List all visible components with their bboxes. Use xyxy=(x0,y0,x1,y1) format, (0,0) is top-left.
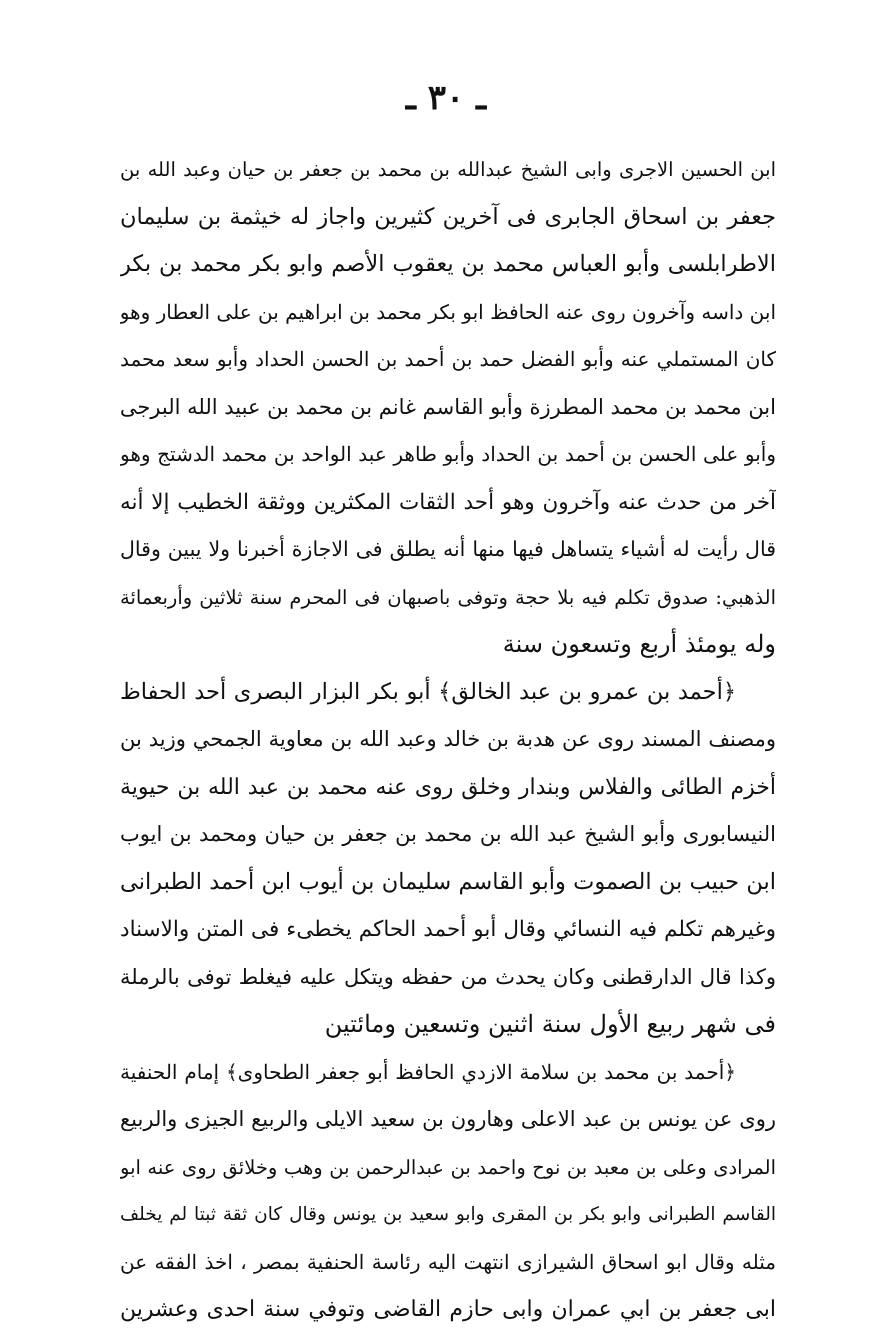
text-line: جعفر بن اسحاق الجابرى فى آخرين كثيرين واجاز له خيثمة بن سليمان xyxy=(120,203,776,230)
entry-heading-line: ﴿أحمد بن محمد بن سلامة الازدي الحافظ أبو جعفر الطحاوى﴾ إمام الحنفية xyxy=(120,1059,736,1084)
text-line: الذهبي: صدوق تكلم فيه بلا حجة وتوفى باصبهان فى المحرم سنة ثلاثين وأربعمائة xyxy=(120,585,776,609)
text-line: وكذا قال الدارقطنى وكان يحدث من حفظه ويتكل عليه فيغلط توفى بالرملة xyxy=(120,964,776,989)
page-text xyxy=(120,146,776,1334)
text-line: ابن حبيب بن الصموت وأبو القاسم سليمان بن أيوب ابن أحمد الطبرانى xyxy=(120,868,776,895)
text-line: آخر من حدث عنه وآخرون وهو أحد الثقات المكثرين ووثقة الخطيب إلا أنه xyxy=(120,489,776,515)
text-line: الاطرابلسى وأبو العباس محمد بن يعقوب الأصم وابو بكر محمد بن بكر xyxy=(120,251,776,277)
text-line: وله يومئذ أربع وتسعون سنة xyxy=(502,630,776,658)
entry-heading-line: ﴿أحمد بن عمرو بن عبد الخالق﴾ أبو بكر البزار البصرى أحد الحفاظ xyxy=(120,678,736,705)
text-line: النيسابورى وأبو الشيخ عبد الله بن محمد بن جعفر بن حيان ومحمد بن ايوب xyxy=(120,822,776,846)
text-line: ابن محمد بن محمد المطرزة وأبو القاسم غانم بن محمد بن عبيد الله البرجى xyxy=(120,394,776,419)
text-line: ابن داسه وآخرون روى عنه الحافظ ابو بكر محمد بن ابراهيم بن على العطار وهو xyxy=(120,299,776,324)
text-line: المرادى وعلى بن معبد بن نوح واحمد بن عبدالرحمن بن وهب وخلائق روى عنه ابو xyxy=(120,1155,776,1179)
text-line: قال رأيت له أشياء يتساهل فيها منها أنه يطلق فى الاجازة أخبرنا ولا يبين وقال xyxy=(120,537,776,561)
text-line: فى شهر ربيع الأول سنة اثنين وتسعين ومائتين xyxy=(324,1010,776,1038)
text-line: وغيرهم تكلم فيه النسائي وقال أبو أحمد الحاكم يخطىء فى المتن والاسناد xyxy=(120,917,776,942)
text-line: وأبو على الحسن بن أحمد بن الحداد وأبو طاهر عبد الواحد بن محمد الدشتج وهو xyxy=(120,442,776,466)
text-line: أخزم الطائى والفلاس وبندار وخلق روى عنه محمد بن عبد الله بن حيوية xyxy=(120,774,776,800)
text-line: كان المستملي عنه وأبو الفضل حمد بن أحمد بن الحسن الحداد وأبو سعد محمد xyxy=(120,347,776,371)
text-line: القاسم الطبرانى وابو بكر بن المقرى وابو سعيد بن يونس وقال كان ثقة ثبتا لم يخلف xyxy=(120,1204,776,1225)
text-line: روى عن يونس بن عبد الاعلى وهارون بن سعيد الايلى والربيع الجيزى والربيع xyxy=(120,1107,776,1131)
text-line: مثله وقال ابو اسحاق الشيرازى انتهت اليه رئاسة الحنفية بمصر ، اخذ الفقه عن xyxy=(120,1249,776,1274)
text-line: ابى جعفر بن ابي عمران وابى حازم القاضى وتوفي سنة احدى وعشرين xyxy=(120,1297,776,1322)
page-number: ـ ٣٠ ـ xyxy=(405,78,487,118)
text-line: ابن الحسين الاجرى وابى الشيخ عبدالله بن محمد بن جعفر بن حيان وعبد الله بن xyxy=(120,158,776,181)
text-line: ومصنف المسند روى عن هدبة بن خالد وعبد الله بن معاوية الجمحي وزيد بن xyxy=(120,727,776,751)
